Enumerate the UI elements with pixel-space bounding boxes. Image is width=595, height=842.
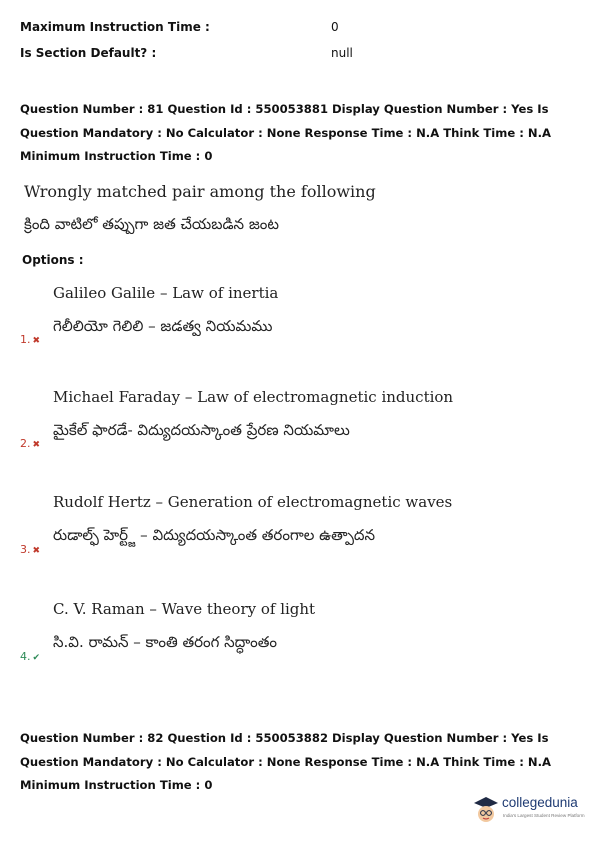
question-text-te: క్రింది వాటిలో తప్పుగా జత చేయబడిన జంట [24, 215, 279, 233]
option-number-label: 4. [20, 650, 31, 663]
option-number-label: 3. [20, 543, 31, 556]
meta-label-max-instruction: Maximum Instruction Time : [20, 20, 210, 34]
option-number-label: 2. [20, 437, 31, 450]
collegedunia-logo [472, 793, 588, 829]
check-icon: ✔ [32, 653, 41, 663]
cross-icon: ✖ [32, 336, 41, 346]
logo-wordmark: collegedunia [502, 795, 578, 810]
option-4-en: C. V. Raman – Wave theory of light [53, 600, 316, 618]
option-2-en: Michael Faraday – Law of electromagnetic induction [53, 388, 454, 406]
question-81-header: Question Number : 81 Question Id : 550053881 Display Question Number : Yes Is Question Mandatory : No Calculator : None Response Time : N.A Think Time : N.A Minimum Instruction Time : 0 [20, 102, 551, 163]
logo-tagline: India's Largest Student Review Platform [503, 813, 585, 818]
options-label: Options : [22, 253, 84, 267]
question-text-en: Wrongly matched pair among the following [24, 182, 376, 201]
option-4-number [20, 650, 40, 663]
question-82-header: Question Number : 82 Question Id : 550053882 Display Question Number : Yes Is Question Mandatory : No Calculator : None Response Time : N.A Think Time : N.A Minimum Instruction Time : 0 [20, 731, 551, 792]
meta-value-max-instruction: 0 [331, 20, 339, 34]
option-1-en: Galileo Galile – Law of inertia [53, 284, 279, 302]
option-3-te: రుడాల్ఫ్ హెర్ట్జ్ – విద్యుదయస్కాంత తరంగాల ఉత్పాదన [53, 526, 376, 544]
option-number-label: 1. [20, 333, 31, 346]
option-1-te: గెలీలియో గెలిలి – జడత్వ నియమము [53, 317, 273, 335]
cross-icon: ✖ [32, 546, 41, 556]
meta-value-section-default: null [331, 46, 353, 60]
option-3-number [20, 543, 40, 556]
cross-icon: ✖ [32, 440, 41, 450]
option-3-en: Rudolf Hertz – Generation of electromagnetic waves [53, 493, 453, 511]
option-2-te: మైకేల్ ఫారడే- విద్యుదయస్కాంత ప్రేరణ నియమాలు [53, 421, 350, 439]
option-2-number [20, 437, 40, 450]
meta-label-section-default: Is Section Default? : [20, 46, 157, 60]
option-4-te: సి.వి. రామన్ – కాంతి తరంగ సిద్ధాంతం [53, 633, 277, 651]
mascot-icon [472, 795, 500, 825]
option-1-number [20, 333, 40, 346]
